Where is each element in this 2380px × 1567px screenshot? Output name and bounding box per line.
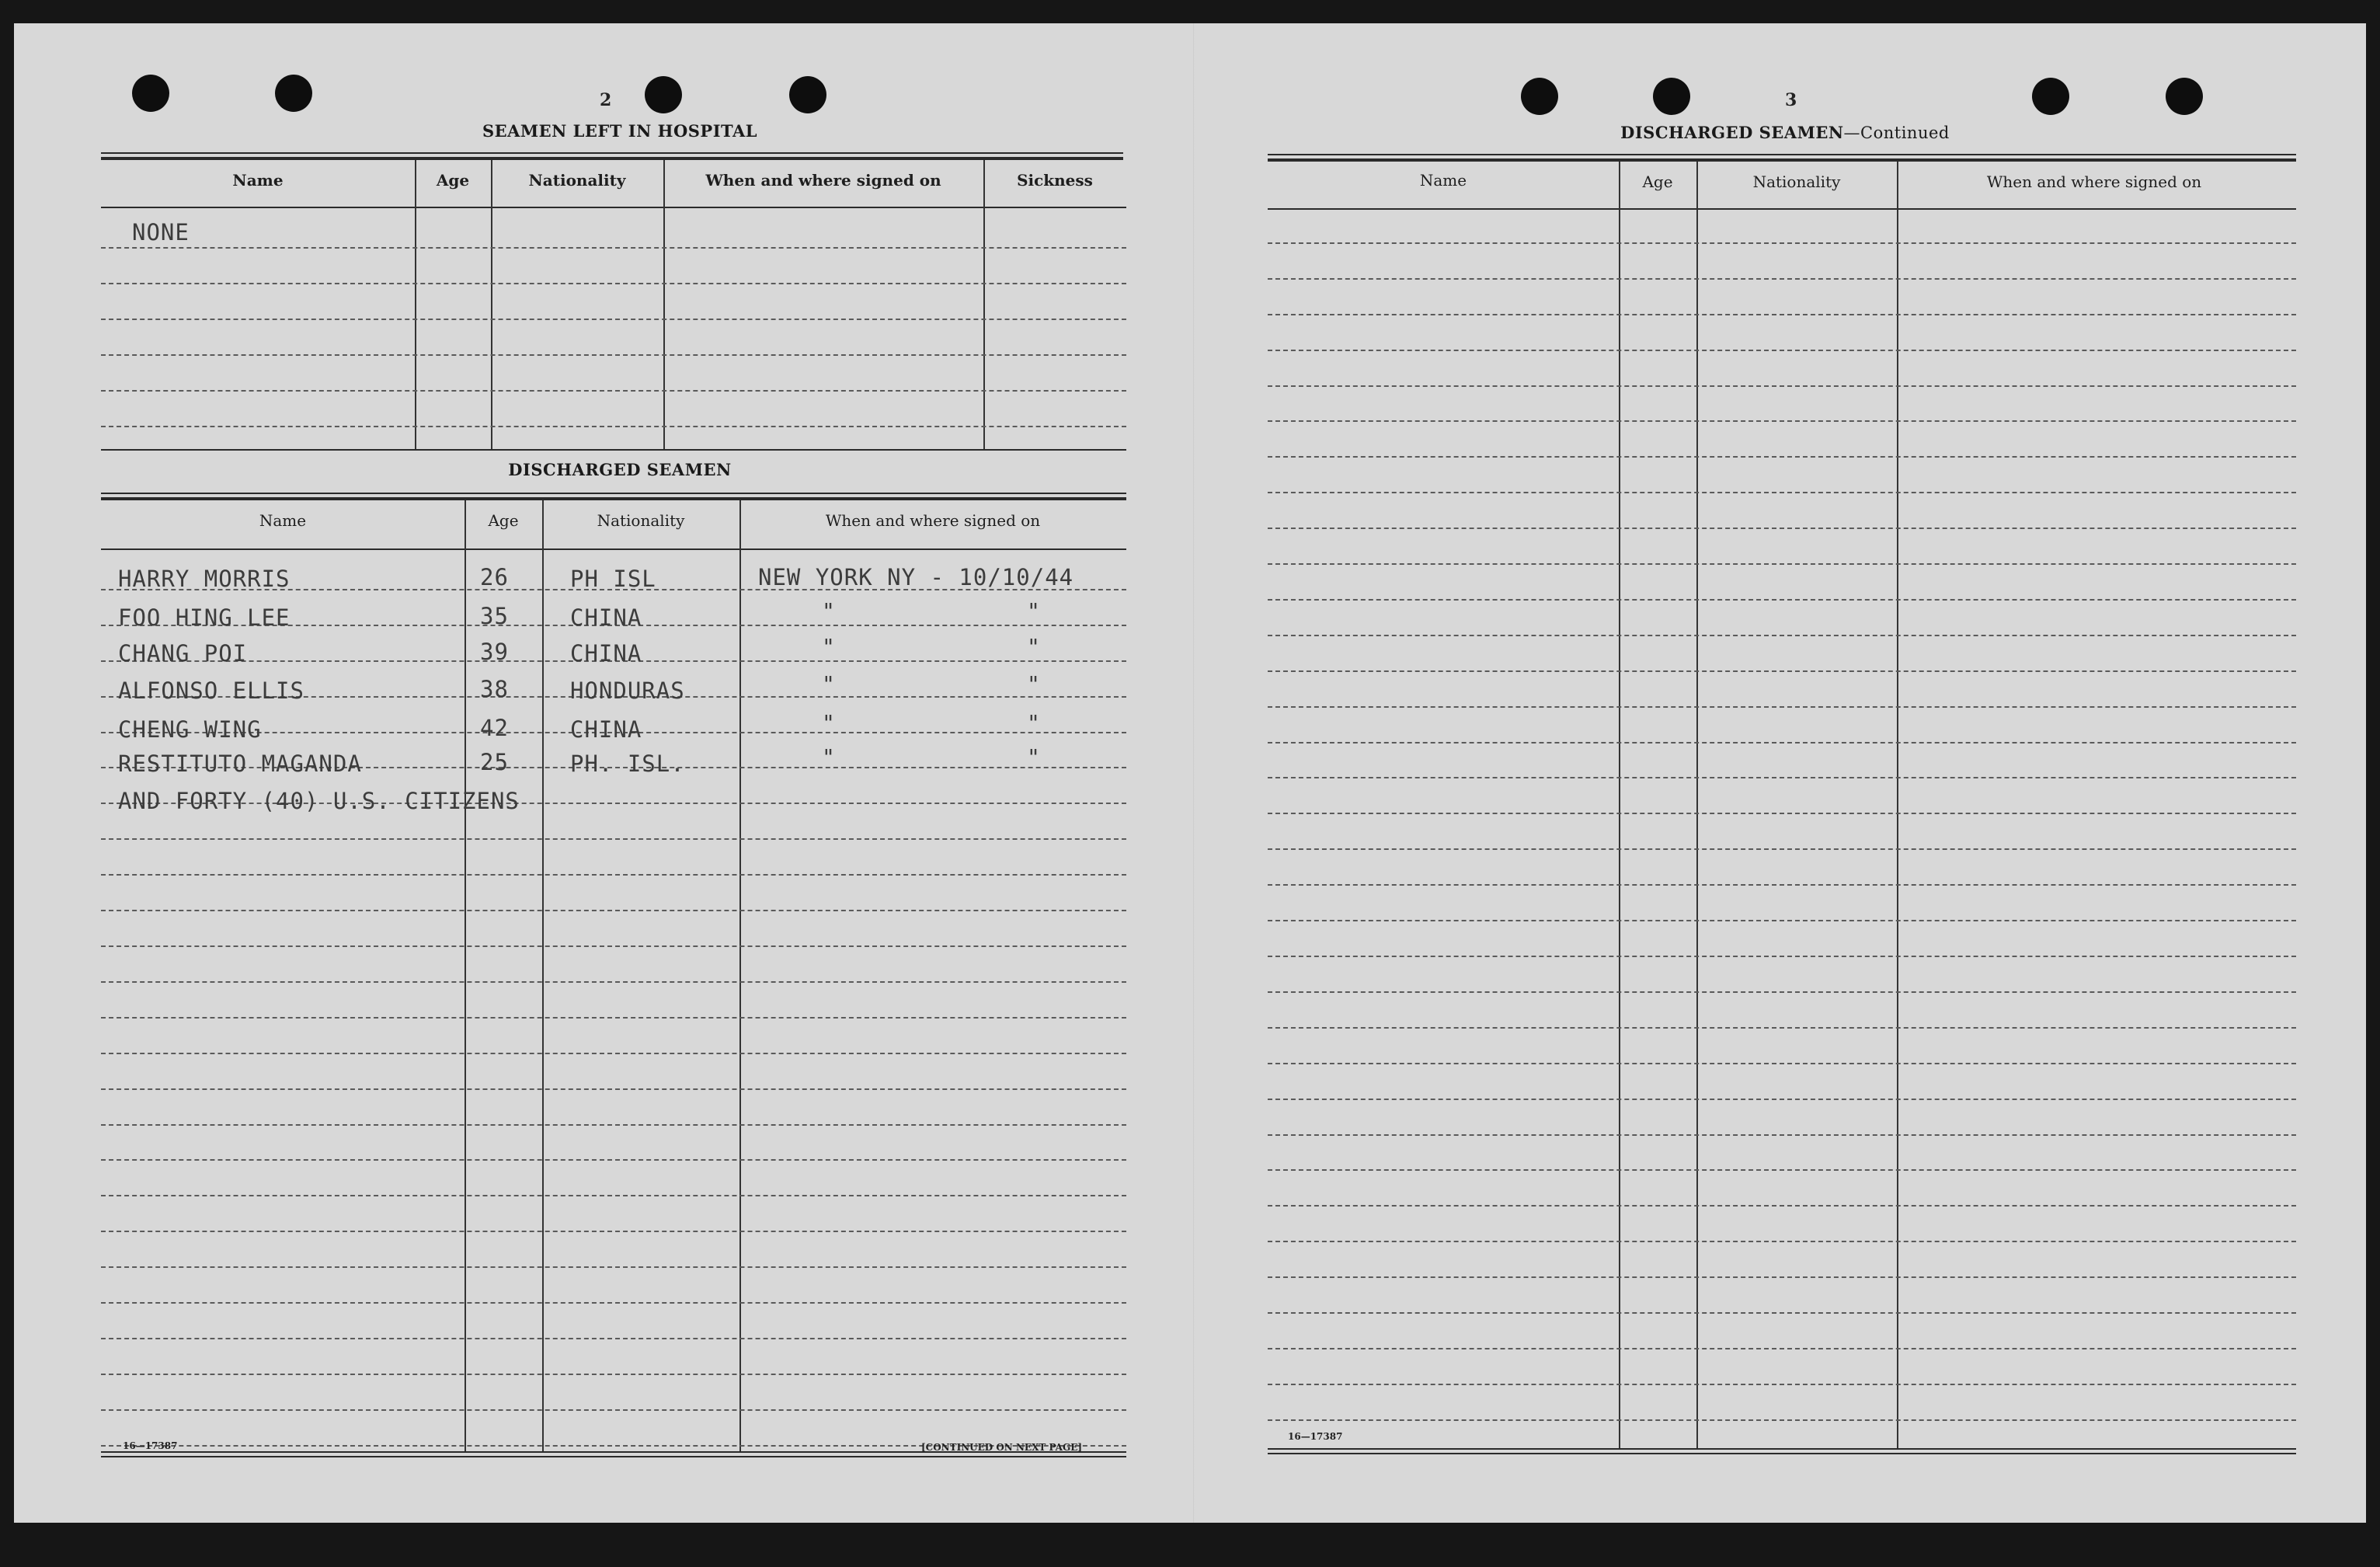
seaman-name: ALFONSO ELLIS	[118, 677, 304, 704]
ditto-mark: "	[1027, 744, 1040, 770]
ditto-mark: "	[822, 598, 835, 624]
row-line	[1268, 742, 2296, 743]
row-line	[1268, 635, 2296, 636]
title-suffix: —Continued	[1843, 124, 1950, 142]
header-name: Name	[259, 511, 307, 530]
column-divider	[983, 160, 985, 449]
row-line	[1268, 456, 2296, 458]
row-line	[101, 1302, 1126, 1304]
seaman-nationality: CHINA	[570, 604, 642, 631]
header-sickness: Sickness	[1017, 171, 1093, 190]
row-line	[101, 390, 1126, 392]
row-line	[1268, 848, 2296, 850]
header-rule	[1268, 208, 2296, 210]
row-line	[1268, 278, 2296, 280]
row-line	[1268, 1419, 2296, 1421]
seaman-age: 42	[480, 715, 509, 741]
row-line	[101, 1053, 1126, 1054]
seaman-age: 39	[480, 639, 509, 665]
header-age: Age	[436, 171, 470, 190]
row-line	[101, 354, 1126, 356]
row-line	[101, 247, 1126, 249]
title-rule	[1268, 158, 2296, 162]
header-signed-on: When and where signed on	[825, 511, 1041, 530]
seaman-age: 26	[480, 564, 509, 590]
header-age: Age	[1642, 172, 1673, 191]
seaman-age: 35	[480, 603, 509, 629]
row-line	[1268, 1312, 2296, 1314]
row-line	[101, 1338, 1126, 1339]
title-main: DISCHARGED SEAMEN	[1620, 123, 1844, 142]
column-divider	[663, 160, 665, 449]
page-fold	[1193, 23, 1195, 1523]
row-line	[1268, 350, 2296, 351]
punch-hole	[789, 76, 826, 113]
seaman-nationality: HONDURAS	[570, 677, 685, 704]
punch-hole	[2032, 78, 2069, 115]
header-rule	[101, 207, 1126, 208]
ditto-mark: "	[1027, 598, 1040, 624]
page-number-left: 2	[600, 90, 612, 110]
page-number-right: 3	[1785, 90, 1797, 110]
row-line	[101, 1159, 1126, 1161]
seaman-age: 25	[480, 749, 509, 775]
table-end-rule	[1268, 1448, 2296, 1450]
row-line	[101, 283, 1126, 284]
row-line	[101, 910, 1126, 911]
title-rule	[101, 497, 1126, 500]
ditto-mark: "	[822, 671, 835, 697]
seaman-nationality: PH ISL	[570, 566, 656, 592]
column-divider	[1619, 162, 1620, 1448]
row-line	[1268, 563, 2296, 565]
row-line	[1268, 813, 2296, 814]
hospital-section-title: SEAMEN LEFT IN HOSPITAL	[482, 121, 758, 141]
row-line	[101, 838, 1126, 840]
seaman-name: RESTITUTO MAGANDA	[118, 750, 362, 777]
row-line	[101, 1266, 1126, 1268]
row-line	[1268, 991, 2296, 993]
row-line	[101, 426, 1126, 427]
row-line	[1268, 670, 2296, 672]
row-line	[1268, 528, 2296, 529]
row-line	[101, 1231, 1126, 1232]
title-rule	[101, 493, 1126, 494]
punch-hole	[645, 76, 682, 113]
seaman-name: CHENG WING	[118, 716, 262, 743]
column-divider	[491, 160, 492, 449]
row-line	[1268, 242, 2296, 244]
row-line	[1268, 1169, 2296, 1171]
row-line	[101, 1374, 1126, 1375]
row-line	[101, 1195, 1126, 1196]
header-signed-on: When and where signed on	[1986, 172, 2202, 191]
discharged-note: AND FORTY (40) U.S. CITIZENS	[118, 788, 520, 814]
row-line	[1268, 385, 2296, 387]
title-rule	[101, 157, 1123, 160]
row-line	[1268, 1205, 2296, 1207]
column-divider	[415, 160, 416, 449]
punch-hole	[2166, 78, 2203, 115]
title-rule	[101, 152, 1123, 154]
column-divider	[739, 500, 741, 1451]
row-line	[1268, 1241, 2296, 1242]
table-end-rule	[101, 1456, 1126, 1457]
row-line	[1268, 1063, 2296, 1064]
row-line	[101, 1124, 1126, 1126]
seaman-name: CHANG POI	[118, 640, 248, 667]
ditto-mark: "	[1027, 710, 1040, 736]
punch-hole	[1653, 78, 1690, 115]
seaman-nationality: CHINA	[570, 716, 642, 743]
hospital-entry: NONE	[132, 219, 190, 245]
section-end-rule	[101, 449, 1126, 451]
seaman-name: FOO HING LEE	[118, 604, 291, 631]
column-divider	[1696, 162, 1698, 1448]
seaman-age: 38	[480, 676, 509, 702]
row-line	[1268, 492, 2296, 493]
ditto-mark: "	[822, 710, 835, 736]
seaman-nationality: PH. ISL.	[570, 750, 685, 777]
row-line	[101, 981, 1126, 983]
row-line	[1268, 314, 2296, 315]
punch-hole	[132, 75, 169, 112]
row-line	[1268, 1027, 2296, 1029]
row-line	[101, 874, 1126, 876]
row-line	[1268, 1384, 2296, 1385]
header-signed-on: When and where signed on	[705, 171, 941, 190]
table-end-rule	[1268, 1453, 2296, 1454]
column-divider	[465, 500, 466, 1451]
row-line	[1268, 956, 2296, 957]
row-line	[1268, 420, 2296, 422]
discharged-continued-title	[1536, 123, 2034, 142]
header-nationality: Nationality	[597, 511, 685, 530]
header-nationality: Nationality	[1752, 172, 1841, 191]
seaman-name: HARRY MORRIS	[118, 566, 291, 592]
punch-hole	[1521, 78, 1558, 115]
column-divider	[542, 500, 544, 1451]
column-divider	[1897, 162, 1898, 1448]
row-line	[1268, 1134, 2296, 1136]
header-name: Name	[232, 171, 284, 190]
row-line	[1268, 1276, 2296, 1278]
ditto-mark: "	[1027, 671, 1040, 697]
title-rule	[1268, 154, 2296, 155]
header-rule	[101, 548, 1126, 550]
row-line	[1268, 884, 2296, 886]
punch-hole	[275, 75, 312, 112]
continued-note: [CONTINUED ON NEXT PAGE]	[921, 1442, 1083, 1453]
row-line	[1268, 599, 2296, 601]
row-line	[101, 319, 1126, 320]
row-line	[101, 1017, 1126, 1019]
header-nationality: Nationality	[528, 171, 626, 190]
header-age: Age	[488, 511, 519, 530]
row-line	[101, 1409, 1126, 1411]
row-line	[1268, 920, 2296, 921]
ditto-mark: "	[1027, 634, 1040, 660]
document-sheet	[14, 23, 2366, 1523]
seaman-signed-on: NEW YORK NY - 10/10/44	[758, 564, 1074, 590]
row-line	[101, 1088, 1126, 1090]
ditto-mark: "	[822, 634, 835, 660]
discharged-section-title: DISCHARGED SEAMEN	[508, 460, 732, 479]
row-line	[1268, 777, 2296, 778]
seaman-nationality: CHINA	[570, 640, 642, 667]
row-line	[101, 945, 1126, 947]
ditto-mark: "	[822, 744, 835, 770]
row-line	[1268, 1099, 2296, 1100]
form-number-left: 16—17387	[123, 1440, 178, 1451]
row-line	[1268, 1348, 2296, 1349]
row-line	[1268, 706, 2296, 708]
header-name: Name	[1419, 171, 1467, 190]
form-number-right: 16—17387	[1288, 1431, 1343, 1442]
